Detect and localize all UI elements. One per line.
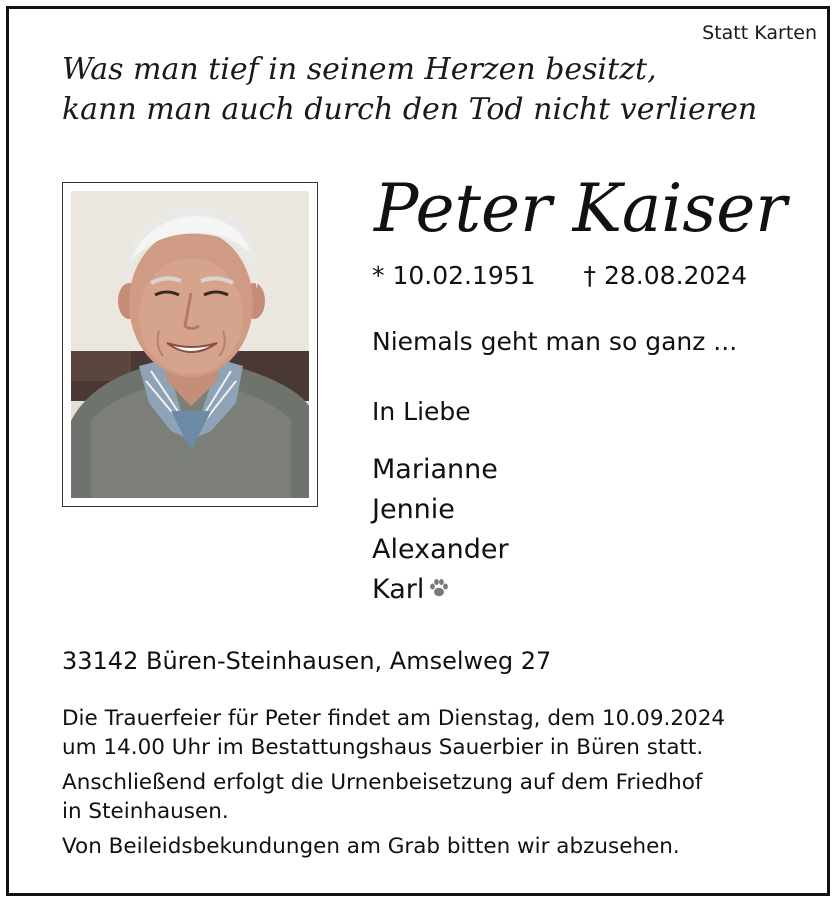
quote-line-2: kann man auch durch den Tod nicht verlieren bbox=[62, 92, 758, 127]
address-line: 33142 Büren-Steinhausen, Amselweg 27 bbox=[62, 647, 552, 675]
statt-karten-label: Statt Karten bbox=[702, 22, 817, 44]
quote-line-1: Was man tief in seinem Herzen besitzt, bbox=[62, 52, 657, 87]
in-liebe-label: In Liebe bbox=[372, 397, 471, 426]
info-line: Die Trauerfeier für Peter findet am Dienstag, dem 10.09.2024 bbox=[62, 706, 726, 731]
family-list bbox=[372, 450, 509, 611]
family-member: Jennie bbox=[372, 494, 455, 525]
motto-text: Niemals geht man so ganz ... bbox=[372, 327, 738, 356]
obituary-notice bbox=[6, 6, 830, 896]
birth-date: * 10.02.1951 bbox=[372, 261, 536, 290]
info-paragraph-burial bbox=[62, 768, 725, 826]
portrait-photo bbox=[71, 191, 309, 498]
info-line: Von Beileidsbekundungen am Grab bitten wir abzusehen. bbox=[62, 834, 680, 859]
family-member-with-paw bbox=[372, 570, 509, 611]
portrait-frame bbox=[62, 182, 318, 507]
deceased-name: Peter Kaiser bbox=[374, 170, 787, 247]
info-line: um 14.00 Uhr im Bestattungshaus Sauerbier in Büren statt. bbox=[62, 735, 704, 760]
info-paragraph-ceremony bbox=[62, 704, 725, 762]
funeral-info bbox=[62, 704, 725, 867]
family-member: Marianne bbox=[372, 454, 498, 485]
info-line: Anschließend erfolgt die Urnenbeisetzung auf dem Friedhof bbox=[62, 770, 703, 795]
info-paragraph-condolences bbox=[62, 832, 725, 861]
info-line: in Steinhausen. bbox=[62, 799, 229, 824]
memorial-quote bbox=[62, 50, 757, 130]
family-member: Karl bbox=[372, 574, 425, 605]
portrait-illustration bbox=[71, 191, 309, 498]
life-dates bbox=[372, 261, 747, 291]
death-date: † 28.08.2024 bbox=[583, 261, 748, 290]
paw-print-icon bbox=[428, 571, 450, 611]
family-member: Alexander bbox=[372, 534, 509, 565]
